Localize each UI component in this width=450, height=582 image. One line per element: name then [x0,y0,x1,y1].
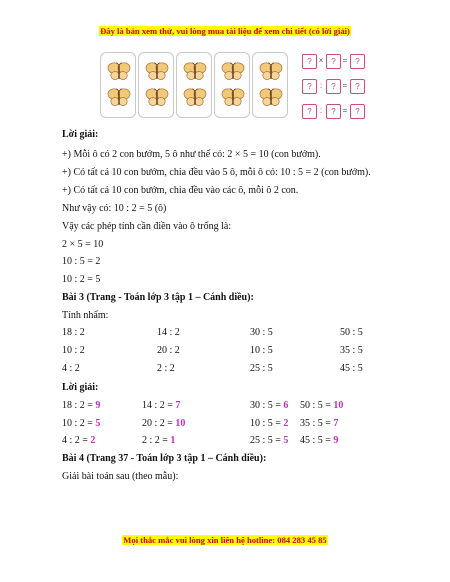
butterfly-icon [183,88,207,107]
answer-expression: 30 : 5 = [250,400,284,411]
problem-cell: 10 : 5 [250,345,273,356]
answer-value: 7 [175,400,181,411]
butterfly-box [138,52,174,118]
solution2-line-8: 10 : 2 = 5 [62,274,101,285]
answer-value: 2 [90,435,96,446]
answer-box: ? [302,54,317,69]
answer-cell [62,435,95,446]
butterfly-figure [100,52,370,118]
hotline-notice-banner [0,535,450,545]
equals-sign: = [342,81,348,90]
answer-value: 9 [95,400,101,411]
solution2-line-5: Vậy các phép tính cần điền vào ô trống là: [62,221,232,232]
problem-cell: 2 : 2 [157,363,175,374]
answer-value: 2 [283,418,289,429]
problem-cell: 50 : 5 [340,327,363,338]
butterfly-icon [221,62,245,81]
problem-cell: 25 : 5 [250,363,273,374]
operator-sign: : [319,106,323,115]
answer-value: 10 [175,418,186,429]
butterfly-box [214,52,250,118]
answer-cell [142,418,185,429]
answer-value: 5 [95,418,101,429]
problem-cell: 30 : 5 [250,327,273,338]
solution2-line-6: 2 × 5 = 10 [62,239,104,250]
answer-expression: 14 : 2 = [142,400,176,411]
exercise3-instruction: Tính nhẩm: [62,310,109,321]
butterfly-icon [107,88,131,107]
preview-notice-banner [0,26,450,36]
solution2-heading: Lời giải: [62,129,99,140]
butterfly-icon [221,88,245,107]
preview-notice-text: Đây là bản xem thử, vui lòng mua tài liệu để xem chi tiết (có lời giải) [100,26,350,36]
answer-value: 6 [283,400,289,411]
answer-cell [142,400,180,411]
problem-cell: 45 : 5 [340,363,363,374]
hotline-notice-text: Mọi thắc mắc vui lòng xin liên hệ hotline: 084 283 45 85 [123,535,327,545]
answer-cell [250,435,288,446]
operator-sign: : [319,81,323,90]
answer-box: ? [326,79,341,94]
answer-expression: 20 : 2 = [142,418,176,429]
answer-cell [62,400,100,411]
answer-cell [142,435,175,446]
answer-value: 7 [333,418,339,429]
answer-cell [300,418,338,429]
answer-box: ? [302,104,317,119]
problem-cell: 14 : 2 [157,327,180,338]
problem-cell: 20 : 2 [157,345,180,356]
answer-cell [300,435,338,446]
problem-cell: 10 : 2 [62,345,85,356]
answer-cell [250,400,288,411]
equals-sign: = [342,56,348,65]
answer-expression: 10 : 5 = [250,418,284,429]
butterfly-box [100,52,136,118]
equation-row [302,54,372,68]
butterfly-icon [107,62,131,81]
equals-sign: = [342,106,348,115]
butterfly-box [252,52,288,118]
answer-expression: 25 : 5 = [250,435,284,446]
answer-value: 10 [333,400,344,411]
equation-row [302,104,372,118]
problem-cell: 35 : 5 [340,345,363,356]
answer-cell [250,418,288,429]
answer-value: 1 [170,435,176,446]
answer-box: ? [326,54,341,69]
answer-expression: 18 : 2 = [62,400,96,411]
answer-expression: 50 : 5 = [300,400,334,411]
butterfly-icon [259,62,283,81]
solution2-line-7: 10 : 5 = 2 [62,256,101,267]
answer-cell [62,418,100,429]
butterfly-icon [145,88,169,107]
butterfly-box [176,52,212,118]
answer-expression: 4 : 2 = [62,435,91,446]
answer-expression: 2 : 2 = [142,435,171,446]
answer-box: ? [302,79,317,94]
answer-box: ? [350,54,365,69]
solution2-line-2: +) Có tất cả 10 con bướm, chia đều vào 5 ô, mỗi ô có: 10 : 5 = 2 (con bướm). [62,167,371,178]
problem-cell: 4 : 2 [62,363,80,374]
exercise4-title: Bài 4 (Trang 37 - Toán lớp 3 tập 1 – Cánh diều): [62,453,267,464]
answer-box: ? [350,104,365,119]
answer-value: 9 [333,435,339,446]
equation-row [302,79,372,93]
butterfly-icon [183,62,207,81]
answer-value: 5 [283,435,289,446]
answer-expression: 45 : 5 = [300,435,334,446]
exercise3-title: Bài 3 (Trang - Toán lớp 3 tập 1 – Cánh diều): [62,292,254,303]
answer-cell [300,400,343,411]
exercise3-solution-heading: Lời giải: [62,382,99,393]
solution2-line-3: +) Có tất cả 10 con bướm, chia đều vào các ô, mỗi ô 2 con. [62,185,299,196]
butterfly-icon [259,88,283,107]
answer-box: ? [326,104,341,119]
answer-expression: 10 : 2 = [62,418,96,429]
exercise4-instruction: Giải bài toán sau (theo mẫu): [62,471,179,482]
answer-expression: 35 : 5 = [300,418,334,429]
solution2-line-1: +) Mỗi ô có 2 con bướm, 5 ô như thế có: 2 × 5 = 10 (con bướm). [62,149,321,160]
solution2-line-4: Như vậy có: 10 : 2 = 5 (ô) [62,203,167,214]
operator-sign: × [318,56,324,65]
butterfly-icon [145,62,169,81]
problem-cell: 18 : 2 [62,327,85,338]
answer-box: ? [350,79,365,94]
equation-grid [302,52,372,118]
